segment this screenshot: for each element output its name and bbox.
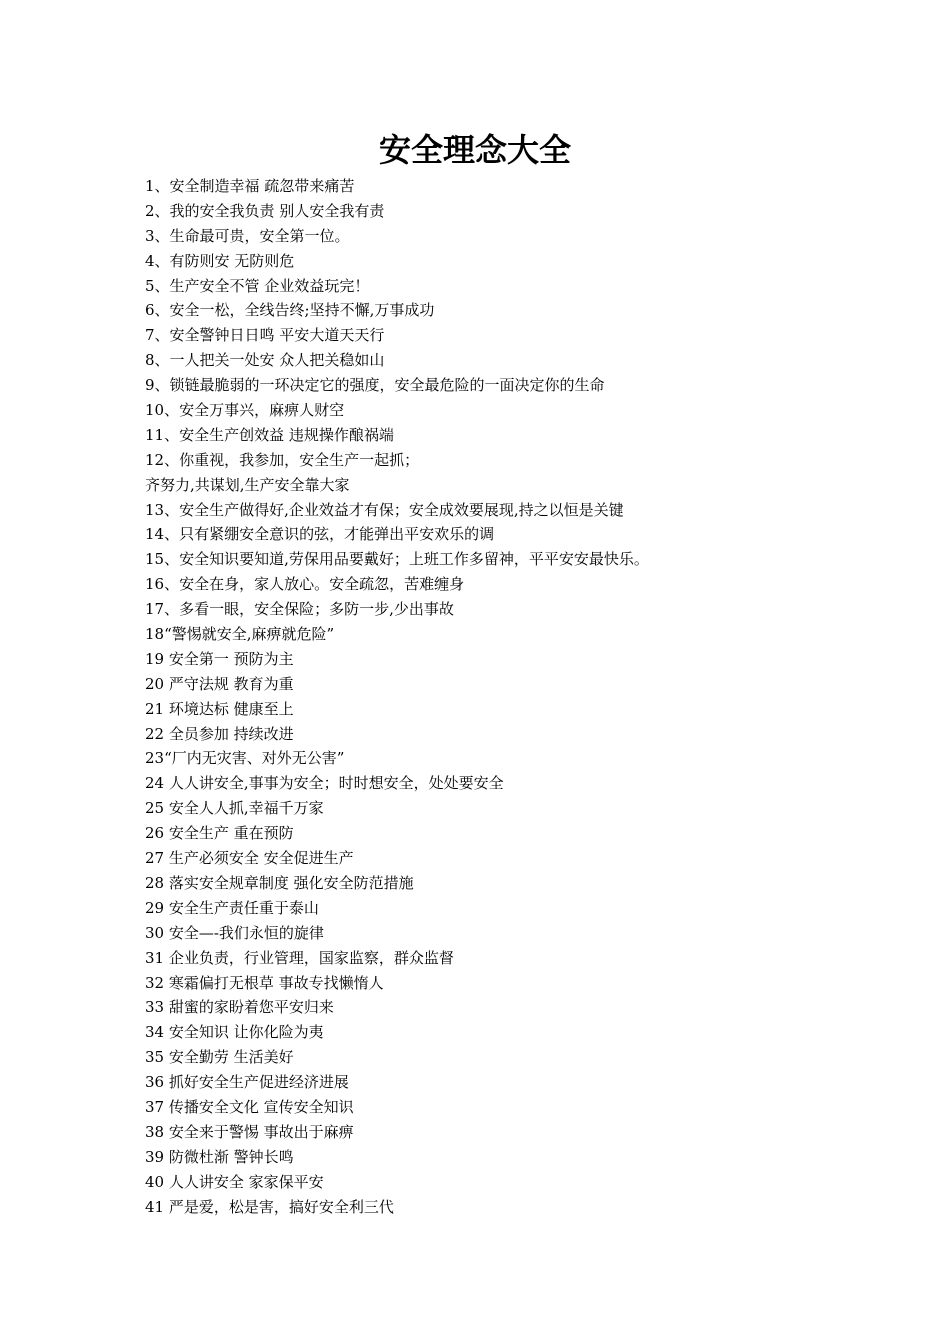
list-item: 13、安全生产做得好,企业效益才有保；安全成效要展现,持之以恒是关键 bbox=[145, 500, 624, 519]
list-item: 5、生产安全不管 企业效益玩完！ bbox=[145, 276, 370, 295]
list-item: 24 人人讲安全,事事为安全；时时想安全，处处要安全 bbox=[145, 774, 504, 793]
page-title: 安全理念大全 bbox=[378, 131, 571, 169]
list-item: 8、一人把关一处安 众人把关稳如山 bbox=[145, 351, 385, 370]
list-item: 9、锁链最脆弱的一环决定它的强度，安全最危险的一面决定你的生命 bbox=[145, 376, 605, 395]
list-item: 30 安全—-我们永恒的旋律 bbox=[145, 923, 324, 942]
list-item: 39 防微杜渐 警钟长鸣 bbox=[145, 1147, 294, 1166]
list-item: 12、你重视，我参加，安全生产一起抓； bbox=[145, 450, 420, 469]
list-item: 29 安全生产责任重于泰山 bbox=[145, 898, 319, 917]
list-item: 15、安全知识要知道,劳保用品要戴好；上班工作多留神，平平安安最快乐。 bbox=[145, 550, 649, 569]
list-item: 31 企业负责，行业管理，国家监察，群众监督 bbox=[145, 948, 454, 967]
list-item: 14、只有紧绷安全意识的弦，才能弹出平安欢乐的调 bbox=[145, 525, 495, 544]
list-item: 40 人人讲安全 家家保平安 bbox=[145, 1172, 324, 1191]
list-item: 36 抓好安全生产促进经济进展 bbox=[145, 1073, 349, 1092]
list-item: 10、安全万事兴，麻痹人财空 bbox=[145, 401, 345, 420]
list-item: 18“警惕就安全,麻痹就危险” bbox=[145, 625, 335, 644]
list-item: 22 全员参加 持续改进 bbox=[145, 724, 294, 743]
list-item: 23“厂内无灾害、对外无公害” bbox=[145, 749, 345, 768]
list-item: 16、安全在身，家人放心。安全疏忽，苦难缠身 bbox=[145, 575, 465, 594]
list-item: 25 安全人人抓,幸福千万家 bbox=[145, 799, 324, 818]
list-item: 齐努力,共谋划,生产安全靠大家 bbox=[145, 475, 350, 494]
list-item: 34 安全知识 让你化险为夷 bbox=[145, 1023, 324, 1042]
list-item: 33 甜蜜的家盼着您平安归来 bbox=[145, 998, 334, 1017]
list-item: 26 安全生产 重在预防 bbox=[145, 824, 294, 843]
list-item: 32 寒霜偏打无根草 事故专找懒惰人 bbox=[145, 973, 384, 992]
list-item: 28 落实安全规章制度 强化安全防范措施 bbox=[145, 873, 414, 892]
list-item: 35 安全勤劳 生活美好 bbox=[145, 1048, 294, 1067]
list-item: 41 严是爱，松是害，搞好安全利三代 bbox=[145, 1197, 394, 1216]
list-item: 38 安全来于警惕 事故出于麻痹 bbox=[145, 1122, 354, 1141]
slogan-list bbox=[145, 174, 865, 1219]
list-item: 27 生产必须安全 安全促进生产 bbox=[145, 849, 354, 868]
list-item: 37 传播安全文化 宣传安全知识 bbox=[145, 1097, 354, 1116]
list-item: 11、安全生产创效益 违规操作酿祸端 bbox=[145, 425, 394, 444]
list-item: 19 安全第一 预防为主 bbox=[145, 649, 294, 668]
list-item: 4、有防则安 无防则危 bbox=[145, 251, 295, 270]
list-item: 6、安全一松，全线告终;坚持不懈,万事成功 bbox=[145, 301, 435, 320]
list-item: 2、我的安全我负责 别人安全我有责 bbox=[145, 201, 385, 220]
list-item: 3、生命最可贵，安全第一位。 bbox=[145, 226, 350, 245]
list-item: 17、多看一眼，安全保险；多防一步,少出事故 bbox=[145, 600, 454, 619]
list-item: 21 环境达标 健康至上 bbox=[145, 699, 294, 718]
list-item: 7、安全警钟日日鸣 平安大道天天行 bbox=[145, 326, 385, 345]
list-item: 1、安全制造幸福 疏忽带来痛苦 bbox=[145, 177, 355, 195]
list-item: 20 严守法规 教育为重 bbox=[145, 674, 294, 693]
